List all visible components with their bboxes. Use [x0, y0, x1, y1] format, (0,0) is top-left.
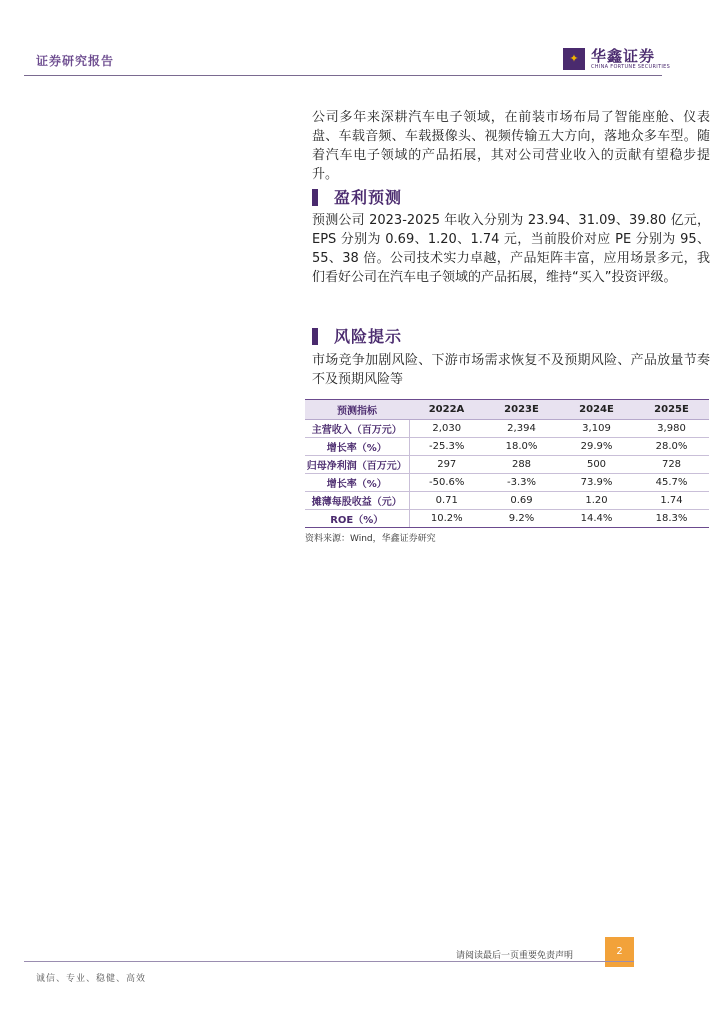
- page-number: 2: [605, 937, 634, 967]
- table-cell: 18.3%: [634, 510, 709, 528]
- company-motto: 诚信、专业、稳健、高效: [36, 974, 147, 984]
- table-cell: 3,109: [559, 420, 634, 438]
- table-row: [305, 474, 709, 492]
- table-row: [305, 456, 709, 474]
- logo-text-cn: 华鑫证券: [591, 47, 656, 65]
- footer-divider: [24, 961, 634, 962]
- header-divider: [24, 75, 662, 76]
- table-row: [305, 492, 709, 510]
- table-cell: 增长率（%）: [305, 438, 409, 456]
- table-cell: 2,394: [484, 420, 559, 438]
- section-marker-icon: [312, 189, 318, 206]
- section-title-text: 盈利预测: [334, 188, 403, 207]
- table-cell: 14.4%: [559, 510, 634, 528]
- report-type-label: 证券研究报告: [36, 54, 115, 68]
- table-cell: 0.69: [484, 492, 559, 510]
- table-cell: 1.20: [559, 492, 634, 510]
- table-header-cell: 2024E: [559, 400, 634, 420]
- table-row: [305, 420, 709, 438]
- table-header-row: [305, 400, 709, 420]
- table-cell: -25.3%: [409, 438, 484, 456]
- table-cell: 归母净利润（百万元）: [305, 456, 409, 474]
- table-cell: 73.9%: [559, 474, 634, 492]
- table-cell: 1.74: [634, 492, 709, 510]
- disclaimer-note: 请阅读最后一页重要免责声明: [456, 951, 574, 961]
- table-cell: 增长率（%）: [305, 474, 409, 492]
- table-cell: 28.0%: [634, 438, 709, 456]
- section-marker-icon: [312, 328, 318, 345]
- table-header-cell: 2025E: [634, 400, 709, 420]
- table-cell: 297: [409, 456, 484, 474]
- table-cell: 2,030: [409, 420, 484, 438]
- forecast-paragraph: 预测公司 2023-2025 年收入分别为 23.94、31.09、39.80 亿元，EPS 分别为 0.69、1.20、1.74 元，当前股价对应 PE 分别为 95、55、38 倍。公司技术实力卓越，产品矩阵丰富，应用场景多元，我们看好公司在汽车电子领域的产品拓展，维持“买入”投资评级。: [312, 213, 710, 285]
- logo-text-en: CHINA FORTUNE SECURITIES: [591, 64, 671, 70]
- table-cell: -50.6%: [409, 474, 484, 492]
- section-title-risk: [312, 327, 402, 347]
- table-cell: 0.71: [409, 492, 484, 510]
- table-cell: 3,980: [634, 420, 709, 438]
- table-cell: -3.3%: [484, 474, 559, 492]
- table-cell: 18.0%: [484, 438, 559, 456]
- risk-paragraph: 市场竞争加剧风险、下游市场需求恢复不及预期风险、产品放量节奏不及预期风险等: [312, 353, 710, 387]
- table-header-cell: 2023E: [484, 400, 559, 420]
- table-cell: ROE（%）: [305, 510, 409, 528]
- table-cell: 288: [484, 456, 559, 474]
- intro-paragraph: 公司多年来深耕汽车电子领域，在前装市场布局了智能座舱、仪表盘、车载音频、车载摄像头、视频传输五大方向，落地众多车型。随着汽车电子领域的产品拓展，其对公司营业收入的贡献有望稳步提升。: [312, 110, 710, 182]
- table-cell: 9.2%: [484, 510, 559, 528]
- table-cell: 主营收入（百万元）: [305, 420, 409, 438]
- section-title-forecast: [312, 188, 402, 208]
- table-row: [305, 438, 709, 456]
- table-cell: 10.2%: [409, 510, 484, 528]
- source-note: 资料来源：Wind，华鑫证券研究: [305, 534, 436, 544]
- table-cell: 摊薄每股收益（元）: [305, 492, 409, 510]
- table-header-cell: 2022A: [409, 400, 484, 420]
- table-cell: 500: [559, 456, 634, 474]
- table-cell: 45.7%: [634, 474, 709, 492]
- table-row: [305, 510, 709, 528]
- logo-mark-icon: ✦: [563, 48, 585, 70]
- forecast-table: [305, 399, 709, 528]
- section-title-text: 风险提示: [334, 327, 403, 346]
- table-cell: 29.9%: [559, 438, 634, 456]
- table-header-cell: 预测指标: [305, 400, 409, 420]
- table-cell: 728: [634, 456, 709, 474]
